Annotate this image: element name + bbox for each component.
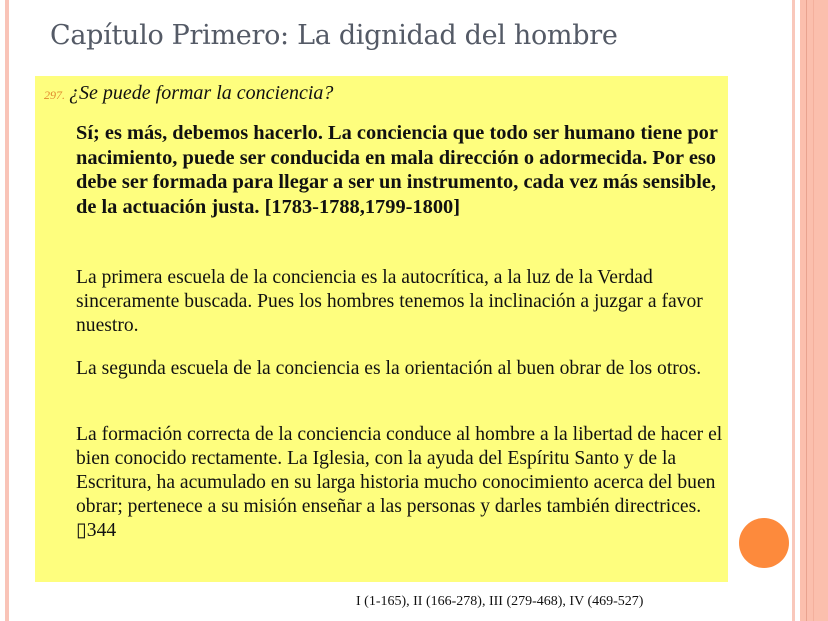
content-box — [35, 76, 728, 582]
right-border-band — [800, 0, 828, 621]
question-heading — [44, 82, 333, 105]
question-text: ¿Se puede formar la conciencia? — [69, 82, 334, 104]
right-border-line — [813, 0, 814, 621]
right-border-thin-stripe — [792, 0, 795, 621]
decorative-circle — [739, 518, 789, 568]
body-paragraph-3: La formación correcta de la conciencia conduce al hombre a la libertad de hacer el bien conocido rectamente. La Iglesia, con la ayuda del Espíritu Santo y de la Escritura, ha acumulado en su larga historia mucho conocimiento acerca del buen obrar; pertenece a su misión enseñar a las personas y darles también directrices. ▯344 — [76, 424, 723, 541]
right-border-line — [806, 0, 807, 621]
body-paragraph-1: La primera escuela de la conciencia es la autocrítica, a la luz de la Verdad sinceramente buscada. Pues los hombres tenemos la inclinación a juzgar a favor nuestro. — [76, 267, 703, 336]
body-paragraph-2: La segunda escuela de la conciencia es la orientación al buen obrar de los otros. — [76, 358, 702, 379]
footer-section-reference: I (1-165), II (166-278), III (279-468), IV (469-527) — [356, 594, 644, 609]
left-border-stripe — [5, 0, 9, 621]
question-number: 297. — [44, 88, 65, 102]
answer-paragraph: Sí; es más, debemos hacerlo. La conciencia que todo ser humano tiene por nacimiento, puede ser conducida en mala dirección o adormecida. Por eso debe ser formada para llegar a ser un instrumento, cada vez más sensible, de la actuación justa. [1783-1788,1799-1800] — [76, 122, 718, 218]
slide-title: Capítulo Primero: La dignidad del hombre — [50, 20, 618, 51]
